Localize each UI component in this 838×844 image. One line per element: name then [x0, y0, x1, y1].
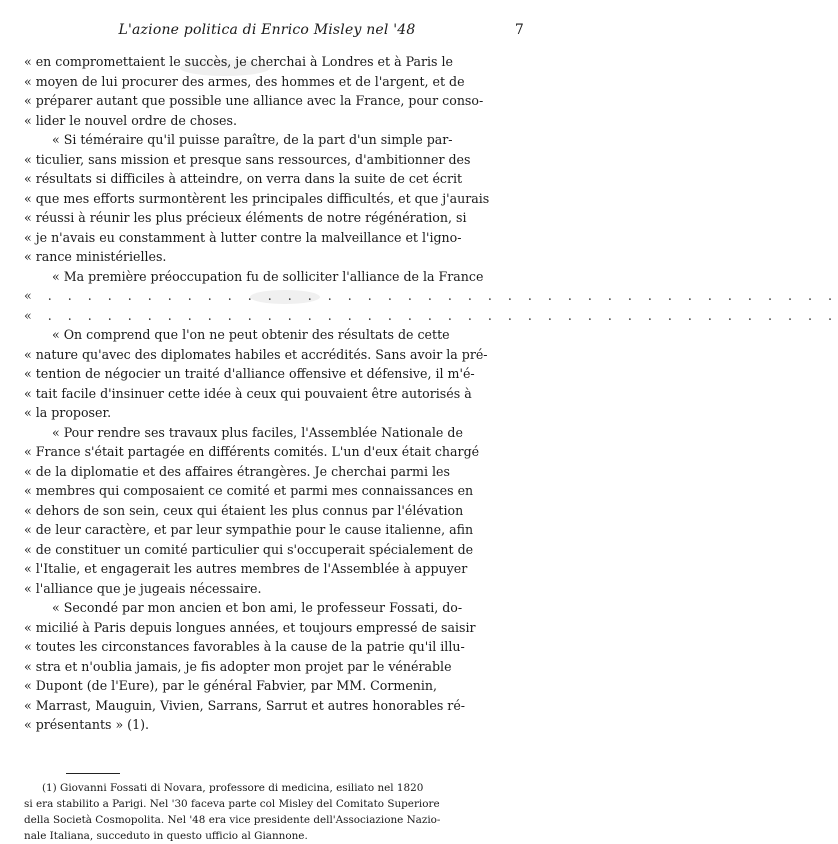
body-text [24, 52, 838, 735]
text-line: « rance ministérielles. [24, 249, 167, 264]
text-line: « Pour rendre ses travaux plus faciles, l'Assemblée Nationale de [52, 424, 463, 440]
running-head [24, 22, 524, 44]
text-line: « résultats si difficiles à atteindre, on verra dans la suite de cet écrit [24, 171, 463, 186]
text-line: « tention de négocier un traité d'alliance offensive et défensive, il m'é- [24, 366, 475, 381]
text-line: « membres qui composaient ce comité et parmi mes connaissances en [24, 483, 474, 498]
page-number: 7 [514, 22, 524, 38]
text-line: « Secondé par mon ancien et bon ami, le professeur Fossati, do- [52, 600, 463, 615]
footnote [24, 780, 510, 844]
text-line: « moyen de lui procurer des armes, des hommes et de l'argent, et de [24, 73, 465, 89]
text-line: « réussi à réunir les plus précieux éléments de notre régénération, si [24, 210, 467, 225]
text-line: « dehors de son sein, ceux qui étaient les plus connus par l'élévation [24, 502, 464, 518]
text-line: « On comprend que l'on ne peut obtenir des résultats de cette [52, 327, 450, 342]
text-line: « France s'était partagée en différents comités. L'un d'eux était chargé [24, 444, 480, 459]
text-line: « en compromettaient le succès, je cherchai à Londres et à Paris le [24, 54, 453, 69]
ellipsis-line: « . . . . . . . . . . . . . . . . . . . . . . . . . . . . . . . . . . . . . . . . [24, 307, 838, 323]
text-line: « Dupont (de l'Eure), par le général Fabvier, par MM. Cormenin, [24, 678, 438, 693]
text-line: « préparer autant que possible une alliance avec la France, pour conso- [24, 93, 484, 108]
ellipsis-line: « . . . . . . . . . . . . . . . . . . . . . . . . . . . . . . . . . . . . . . . . [24, 288, 838, 303]
text-line: « je n'avais eu constamment à lutter contre la malveillance et l'igno- [24, 229, 462, 245]
text-line: « tait facile d'insinuer cette idée à ceux qui pouvaient être autorisés à [24, 385, 472, 401]
text-line: « la proposer. [24, 405, 112, 420]
footnote-line: nale Italiana, succeduto in questo ufficio al Giannone. [24, 829, 308, 842]
footnote-line: si era stabilito a Parigi. Nel '30 faceva parte col Misley del Comitato Superiore [24, 797, 440, 810]
text-line: « de constituer un comité particulier qui s'occuperait spécialement de [24, 541, 474, 557]
text-line: « ticulier, sans mission et presque sans ressources, d'ambitionner des [24, 151, 471, 167]
text-line: « Si téméraire qu'il puisse paraître, de la part d'un simple par- [52, 132, 453, 147]
text-line: « l'alliance que je jugeais nécessaire. [24, 580, 262, 596]
running-title: L'azione politica di Enrico Misley nel '48 [118, 22, 416, 38]
text-line: « présentants » (1). [24, 717, 150, 732]
text-line: « lider le nouvel ordre de choses. [24, 112, 237, 128]
text-line: « toutes les circonstances favorables à la cause de la patrie qu'il illu- [24, 639, 465, 654]
text-line: « Marrast, Mauguin, Vivien, Sarrans, Sarrut et autres honorables ré- [24, 697, 466, 713]
text-line: « micilié à Paris depuis longues années, et toujours empressé de saisir [24, 619, 476, 635]
text-line: « stra et n'oublia jamais, je fis adopter mon projet par le vénérable [24, 658, 452, 674]
footnote-line: (1) Giovanni Fossati di Novara, professore di medicina, esiliato nel 1820 [42, 781, 424, 794]
text-line: « de la diplomatie et des affaires étrangères. Je cherchai parmi les [24, 463, 450, 479]
text-line: « que mes efforts surmontèrent les principales difficultés, et que j'aurais [24, 190, 490, 206]
text-line: « Ma première préoccupation fu de solliciter l'alliance de la France [52, 268, 484, 284]
text-line: « de leur caractère, et par leur sympathie pour le cause italienne, afin [24, 522, 474, 537]
text-line: « l'Italie, et engagerait les autres membres de l'Assemblée à appuyer [24, 561, 468, 576]
text-line: « nature qu'avec des diplomates habiles et accrédités. Sans avoir la pré- [24, 346, 488, 362]
footnote-rule [66, 773, 120, 774]
footnote-line: della Società Cosmopolita. Nel '48 era vice presidente dell'Associazione Nazio- [24, 813, 441, 826]
